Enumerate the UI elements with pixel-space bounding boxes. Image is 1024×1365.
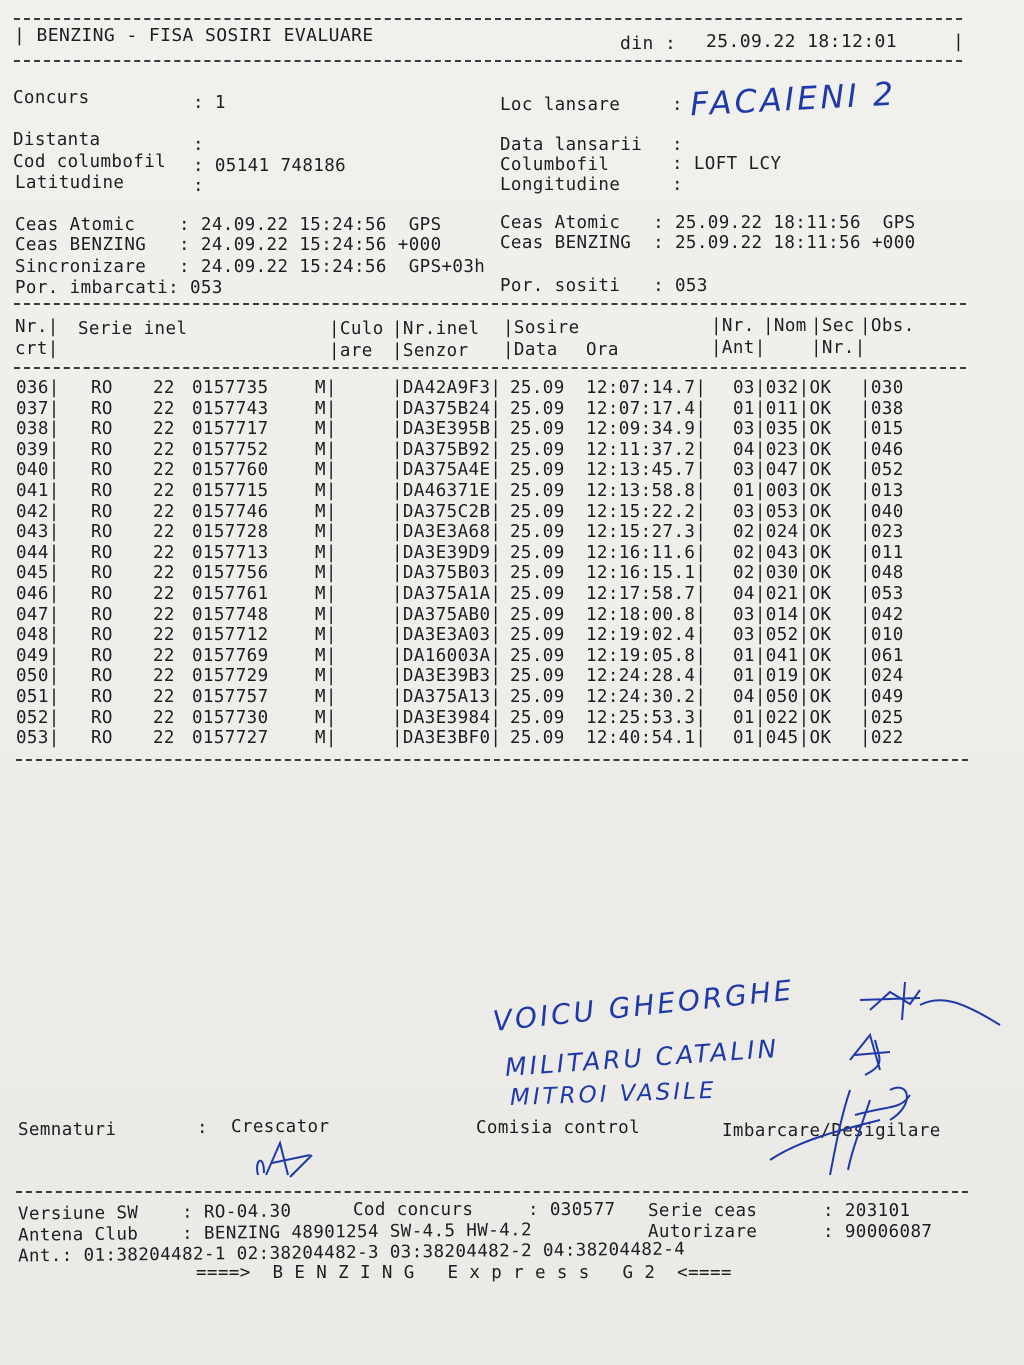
cell-inel: 0157743 — [192, 398, 269, 419]
cell-ant: 02|024|OK — [733, 522, 832, 543]
top-dash-line — [14, 18, 962, 20]
ceas-benzing-start: Ceas BENZING : 24.09.22 15:24:56 +000 — [15, 235, 442, 255]
data-lansarii-label: Data lansarii — [500, 135, 643, 155]
cell-crt: 042| — [16, 501, 60, 522]
cell-senzor: |DA375B92| — [392, 439, 502, 460]
th-nr: Nr.| — [15, 317, 59, 337]
th-nr-inel: |Nr.inel — [392, 319, 480, 339]
cell-ant: 04|021|OK — [733, 583, 832, 604]
header-dash-line — [14, 60, 962, 62]
cell-ora: 12:40:54.1| — [586, 728, 707, 749]
cell-sex: M| — [315, 728, 337, 749]
cell-serie: RO — [91, 522, 113, 543]
cell-crt: 049| — [16, 645, 60, 666]
cell-inel: 0157748 — [192, 604, 269, 625]
cell-an: 22 — [153, 728, 175, 749]
cell-an: 22 — [153, 563, 175, 584]
latitudine-value: : — [193, 176, 204, 196]
cell-ant: 04|023|OK — [733, 439, 832, 460]
cell-crt: 044| — [16, 542, 60, 563]
serie-ceas: Serie ceas : 203101 — [648, 1201, 911, 1221]
cell-senzor: |DA46371E| — [392, 480, 502, 501]
cell-sex: M| — [315, 645, 337, 666]
cell-senzor: |DA3E3A03| — [392, 625, 502, 646]
th-obs: |Obs. — [860, 316, 915, 336]
semnaturi-label: Semnaturi — [18, 1120, 117, 1140]
cell-data: 25.09 — [510, 542, 565, 563]
cell-obs: |046 — [860, 439, 904, 460]
cell-data: 25.09 — [510, 604, 565, 625]
th-culo: |Culo — [329, 319, 384, 339]
loc-lansare-label: Loc lansare — [500, 95, 621, 115]
cell-ora: 12:15:22.2| — [586, 501, 707, 522]
cod-concurs: Cod concurs : 030577 — [353, 1200, 616, 1220]
cell-crt: 036| — [16, 378, 60, 398]
cell-an: 22 — [153, 604, 175, 625]
cell-data: 25.09 — [510, 686, 565, 707]
ceas-benzing-end: Ceas BENZING : 25.09.22 18:11:56 +000 — [500, 233, 916, 253]
cell-data: 25.09 — [510, 419, 565, 440]
cell-data: 25.09 — [510, 398, 565, 419]
antenna-list: Ant.: 01:38204482-1 02:38204482-3 03:38204482-2 04:38204482-4 — [17, 1239, 686, 1267]
cell-ant: 03|035|OK — [733, 419, 832, 440]
cell-sex: M| — [315, 707, 337, 728]
th-data: |Data — [503, 340, 558, 360]
cell-obs: |042 — [860, 604, 904, 625]
cell-data: 25.09 — [510, 460, 565, 481]
cell-data: 25.09 — [510, 563, 565, 584]
cell-senzor: |DA375C2B| — [392, 501, 502, 522]
concurs-label: Concurs — [13, 88, 90, 108]
signature-voicu — [850, 970, 1010, 1030]
cell-crt: 037| — [16, 398, 60, 419]
cell-an: 22 — [153, 666, 175, 687]
cell-serie: RO — [91, 542, 113, 563]
cell-sex: M| — [315, 480, 337, 501]
cell-crt: 050| — [16, 666, 60, 687]
cell-inel: 0157761 — [192, 583, 269, 604]
cell-sex: M| — [315, 563, 337, 584]
cell-ora: 12:13:58.8| — [586, 480, 707, 501]
cell-crt: 040| — [16, 460, 60, 481]
cell-ant: 03|032|OK — [733, 378, 832, 398]
cell-data: 25.09 — [510, 666, 565, 687]
cell-serie: RO — [91, 604, 113, 625]
cell-serie: RO — [91, 419, 113, 440]
cell-senzor: |DA375A1A| — [392, 583, 502, 604]
handwritten-name-2: MILITARU CATALIN — [503, 1033, 781, 1082]
cell-ora: 12:07:17.4| — [586, 398, 707, 419]
cell-serie: RO — [91, 563, 113, 584]
cell-ora: 12:19:05.8| — [586, 645, 707, 666]
cell-sex: M| — [315, 501, 337, 522]
cell-ant: 04|050|OK — [733, 686, 832, 707]
longitudine-label: Longitudine — [500, 175, 621, 195]
cell-crt: 043| — [16, 522, 60, 543]
cell-data: 25.09 — [510, 583, 565, 604]
cell-serie: RO — [91, 645, 113, 666]
cell-crt: 051| — [16, 686, 60, 707]
cell-senzor: |DA375A4E| — [392, 460, 502, 481]
cell-ora: 12:07:14.7| — [586, 378, 707, 398]
ceas-atomic-start: Ceas Atomic : 24.09.22 15:24:56 GPS — [15, 215, 442, 235]
cell-senzor: |DA3E3A68| — [392, 522, 502, 543]
cell-data: 25.09 — [510, 625, 565, 646]
imbarcare-label: Imbarcare/Desigilare — [722, 1121, 941, 1141]
cell-an: 22 — [153, 398, 175, 419]
cell-obs: |015 — [860, 419, 904, 440]
cell-inel: 0157735 — [192, 378, 269, 398]
distanta-value: : — [193, 135, 204, 155]
concurs-value: : 1 — [193, 93, 226, 113]
cell-obs: |049 — [860, 686, 904, 707]
cell-ora: 12:18:00.8| — [586, 604, 707, 625]
cell-obs: |010 — [860, 625, 904, 646]
th-are: |are — [329, 341, 373, 361]
th-ora: Ora — [586, 340, 619, 360]
cell-senzor: |DA3E3BF0| — [392, 728, 502, 749]
cell-ora: 12:24:30.2| — [586, 686, 707, 707]
cell-ant: 02|043|OK — [733, 542, 832, 563]
cell-obs: |052 — [860, 460, 904, 481]
cell-obs: |025 — [860, 707, 904, 728]
cell-serie: RO — [91, 460, 113, 481]
th-sec: |Sec — [811, 316, 855, 336]
cell-ant: 03|014|OK — [733, 604, 832, 625]
cell-crt: 052| — [16, 707, 60, 728]
cod-columbofil-value: : 05141 748186 — [193, 156, 347, 176]
cell-ora: 12:11:37.2| — [586, 439, 707, 460]
cell-senzor: |DA375B24| — [392, 398, 502, 419]
cell-data: 25.09 — [510, 378, 565, 398]
th-ant: |Ant| — [711, 338, 766, 358]
comisia-control-label: Comisia control — [476, 1118, 641, 1138]
cell-data: 25.09 — [510, 480, 565, 501]
cell-crt: 038| — [16, 419, 60, 440]
cell-sex: M| — [315, 419, 337, 440]
th-nr-ant: |Nr. — [711, 316, 755, 336]
cell-inel: 0157727 — [192, 728, 269, 749]
cell-inel: 0157752 — [192, 439, 269, 460]
cell-sex: M| — [315, 542, 337, 563]
loc-lansare-handwritten: FACAIENI 2 — [689, 74, 898, 124]
cell-sex: M| — [315, 604, 337, 625]
cell-inel: 0157730 — [192, 707, 269, 728]
latitudine-label: Latitudine — [15, 173, 125, 193]
th-nom: |Nom — [763, 316, 807, 336]
cell-crt: 039| — [16, 439, 60, 460]
cell-ora: 12:25:53.3| — [586, 707, 707, 728]
th-sosire: |Sosire — [503, 318, 580, 338]
cell-senzor: |DA42A9F3| — [392, 378, 502, 398]
footer-dash-line — [16, 1191, 968, 1193]
columbofil-label: Columbofil — [500, 155, 610, 175]
cell-ant: 01|022|OK — [733, 707, 832, 728]
cell-ant: 03|053|OK — [733, 501, 832, 522]
cell-sex: M| — [315, 398, 337, 419]
cell-an: 22 — [153, 542, 175, 563]
th-senzor: |Senzor — [392, 341, 469, 361]
cell-senzor: |DA16003A| — [392, 645, 502, 666]
cell-obs: |030 — [860, 378, 904, 398]
cell-ora: 12:17:58.7| — [586, 583, 707, 604]
por-imbarcati: Por. imbarcati: 053 — [15, 278, 223, 298]
cell-an: 22 — [153, 583, 175, 604]
cell-obs: |022 — [860, 728, 904, 749]
cell-data: 25.09 — [510, 501, 565, 522]
cell-an: 22 — [153, 522, 175, 543]
cell-inel: 0157729 — [192, 666, 269, 687]
cell-an: 22 — [153, 707, 175, 728]
cell-serie: RO — [91, 439, 113, 460]
page-title: | BENZING - FISA SOSIRI EVALUARE — [14, 25, 374, 46]
cell-senzor: |DA3E39D9| — [392, 542, 502, 563]
handwritten-name-3: MITROI VASILE — [509, 1077, 717, 1111]
cell-obs: |040 — [860, 501, 904, 522]
table-header-dash — [14, 367, 966, 369]
cell-inel: 0157713 — [192, 542, 269, 563]
cell-crt: 041| — [16, 480, 60, 501]
date-value: 25.09.22 18:12:01 — [706, 31, 898, 52]
cell-sex: M| — [315, 522, 337, 543]
cod-columbofil-label: Cod columbofil — [13, 152, 167, 172]
cell-serie: RO — [91, 378, 113, 398]
cell-inel: 0157769 — [192, 645, 269, 666]
columbofil-value: : LOFT LCY — [672, 154, 782, 174]
benzing-express-banner: ====> B E N Z I N G E x p r e s s G 2 <==== — [196, 1263, 732, 1283]
cell-an: 22 — [153, 378, 175, 398]
cell-inel: 0157760 — [192, 460, 269, 481]
cell-serie: RO — [91, 666, 113, 687]
table-top-dash — [14, 303, 966, 305]
cell-ora: 12:16:15.1| — [586, 563, 707, 584]
cell-ora: 12:15:27.3| — [586, 522, 707, 543]
cell-an: 22 — [153, 501, 175, 522]
cell-inel: 0157728 — [192, 522, 269, 543]
cell-data: 25.09 — [510, 728, 565, 749]
cell-obs: |024 — [860, 666, 904, 687]
signature-crescator — [250, 1135, 320, 1185]
semnaturi-sep: : — [197, 1118, 208, 1138]
cell-obs: |013 — [860, 480, 904, 501]
loc-lansare-sep: : — [672, 95, 683, 115]
cell-senzor: |DA375A13| — [392, 686, 502, 707]
cell-ora: 12:19:02.4| — [586, 625, 707, 646]
cell-an: 22 — [153, 460, 175, 481]
cell-serie: RO — [91, 686, 113, 707]
cell-ant: 01|041|OK — [733, 645, 832, 666]
cell-crt: 045| — [16, 563, 60, 584]
cell-an: 22 — [153, 686, 175, 707]
cell-ant: 01|019|OK — [733, 666, 832, 687]
cell-ant: 02|030|OK — [733, 563, 832, 584]
cell-sex: M| — [315, 378, 337, 398]
por-sositi: Por. sositi : 053 — [500, 276, 708, 296]
cell-obs: |061 — [860, 645, 904, 666]
table-bottom-dash — [16, 759, 968, 761]
th-crt: crt| — [15, 339, 59, 359]
cell-inel: 0157715 — [192, 480, 269, 501]
cell-senzor: |DA375AB0| — [392, 604, 502, 625]
cell-inel: 0157756 — [192, 563, 269, 584]
cell-ora: 12:16:11.6| — [586, 542, 707, 563]
cell-an: 22 — [153, 645, 175, 666]
header-end-bar: | — [953, 31, 965, 52]
cell-sex: M| — [315, 439, 337, 460]
cell-inel: 0157717 — [192, 419, 269, 440]
cell-ora: 12:09:34.9| — [586, 419, 707, 440]
cell-serie: RO — [91, 728, 113, 749]
cell-serie: RO — [91, 480, 113, 501]
th-sec-nr: |Nr.| — [811, 338, 866, 358]
cell-serie: RO — [91, 501, 113, 522]
cell-inel: 0157712 — [192, 625, 269, 646]
cell-sex: M| — [315, 583, 337, 604]
autorizare: Autorizare : 90006087 — [648, 1222, 933, 1242]
cell-obs: |038 — [860, 398, 904, 419]
cell-sex: M| — [315, 460, 337, 481]
cell-ant: 03|052|OK — [733, 625, 832, 646]
distanta-label: Distanta — [13, 130, 101, 150]
cell-data: 25.09 — [510, 707, 565, 728]
cell-crt: 046| — [16, 583, 60, 604]
cell-inel: 0157746 — [192, 501, 269, 522]
date-label: din : — [620, 33, 677, 54]
cell-serie: RO — [91, 583, 113, 604]
cell-crt: 048| — [16, 625, 60, 646]
cell-data: 25.09 — [510, 645, 565, 666]
cell-crt: 047| — [16, 604, 60, 625]
cell-sex: M| — [315, 666, 337, 687]
ceas-atomic-end: Ceas Atomic : 25.09.22 18:11:56 GPS — [500, 213, 916, 233]
cell-ant: 01|045|OK — [733, 728, 832, 749]
cell-ant: 03|047|OK — [733, 460, 832, 481]
cell-sex: M| — [315, 686, 337, 707]
handwritten-name-1: VOICU GHEORGHE — [491, 973, 796, 1038]
cell-sex: M| — [315, 625, 337, 646]
cell-serie: RO — [91, 625, 113, 646]
cell-serie: RO — [91, 398, 113, 419]
cell-serie: RO — [91, 707, 113, 728]
cell-an: 22 — [153, 419, 175, 440]
cell-an: 22 — [153, 480, 175, 501]
cell-obs: |053 — [860, 583, 904, 604]
cell-senzor: |DA3E39B3| — [392, 666, 502, 687]
cell-obs: |011 — [860, 542, 904, 563]
cell-ant: 01|003|OK — [733, 480, 832, 501]
signature-imbarcare — [760, 1070, 920, 1180]
longitudine-value: : — [672, 175, 683, 195]
th-serie-inel: Serie inel — [78, 319, 188, 339]
cell-ant: 01|011|OK — [733, 398, 832, 419]
cell-senzor: |DA3E395B| — [392, 419, 502, 440]
cell-ora: 12:13:45.7| — [586, 460, 707, 481]
versiune-sw: Versiune SW : RO-04.30 — [17, 1201, 292, 1225]
data-lansarii-value: : — [672, 135, 683, 155]
cell-senzor: |DA375B03| — [392, 563, 502, 584]
cell-inel: 0157757 — [192, 686, 269, 707]
cell-an: 22 — [153, 439, 175, 460]
cell-data: 25.09 — [510, 522, 565, 543]
cell-an: 22 — [153, 625, 175, 646]
sincronizare-line: Sincronizare : 24.09.22 15:24:56 GPS+03h — [15, 257, 486, 277]
cell-obs: |048 — [860, 563, 904, 584]
cell-crt: 053| — [16, 728, 60, 749]
crescator-label: Crescator — [231, 1117, 330, 1137]
cell-data: 25.09 — [510, 439, 565, 460]
cell-ora: 12:24:28.4| — [586, 666, 707, 687]
cell-senzor: |DA3E3984| — [392, 707, 502, 728]
antena-club: Antena Club : BENZING 48901254 SW-4.5 HW-4.2 — [17, 1220, 533, 1246]
cell-obs: |023 — [860, 522, 904, 543]
